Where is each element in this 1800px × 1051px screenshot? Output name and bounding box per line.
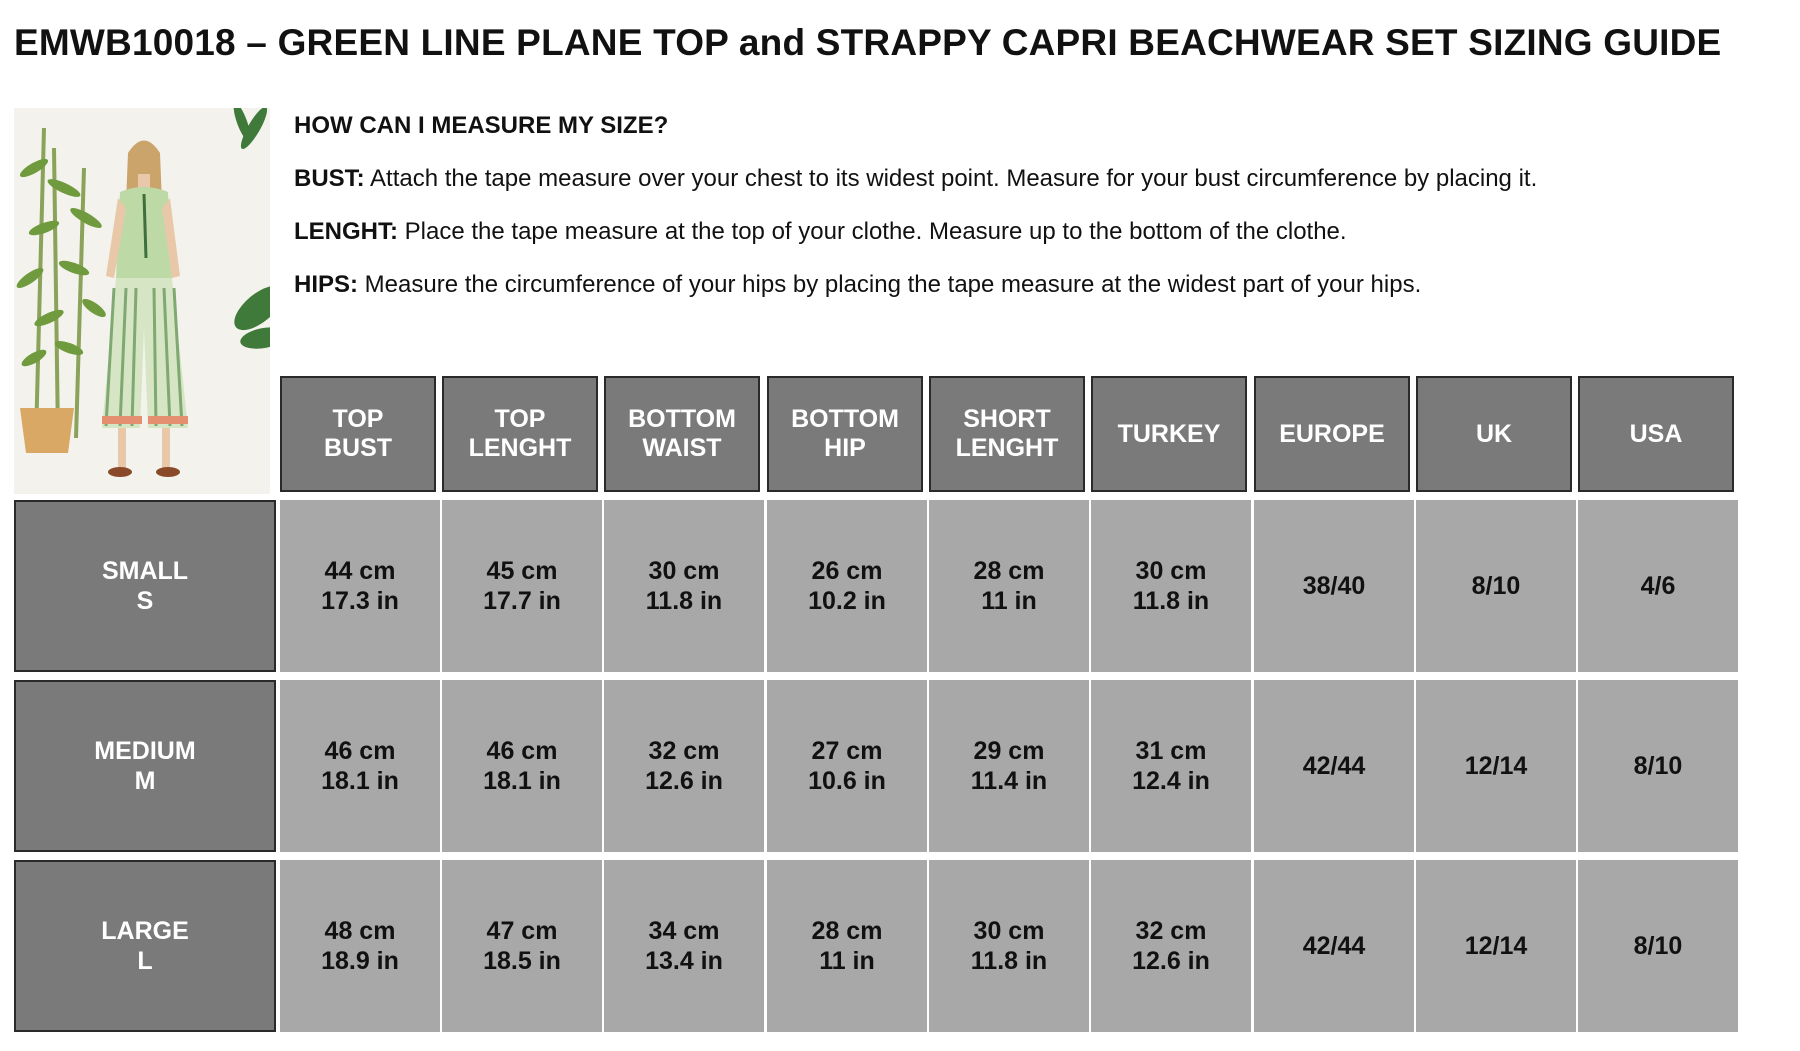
hips-text: Measure the circumference of your hips by placing the tape measure at the widest part of your hips. (358, 271, 1422, 298)
size-value-cell-line: 30 cm (648, 557, 720, 585)
size-value-cell (442, 500, 602, 672)
size-value-cell (1416, 500, 1576, 672)
column-header (1416, 376, 1572, 492)
length-text: Place the tape measure at the top of your clothe. Measure up to the bottom of the clothe. (398, 218, 1347, 245)
size-value-cell-line: 17.7 in (483, 587, 561, 615)
size-value-cell-line: 28 cm (811, 917, 883, 945)
size-value-cell (280, 680, 440, 852)
size-value-cell (1416, 680, 1576, 852)
size-value-cell (442, 860, 602, 1032)
column-header-line: TURKEY (1117, 419, 1221, 448)
column-header (929, 376, 1085, 492)
size-value-cell-line: 8/10 (1471, 572, 1521, 600)
instructions-heading: HOW CAN I MEASURE MY SIZE? (294, 112, 669, 139)
size-value-cell-line: 44 cm (324, 557, 396, 585)
size-value-cell-line: 27 cm (811, 737, 883, 765)
column-header (1578, 376, 1734, 492)
column-header (1091, 376, 1247, 492)
size-value-cell (1091, 680, 1251, 852)
column-header (280, 376, 436, 492)
size-value-cell-line: 29 cm (973, 737, 1045, 765)
size-value-cell-line: 17.3 in (321, 587, 399, 615)
size-row-header-line: LARGE (101, 917, 189, 945)
size-value-cell (1254, 680, 1414, 852)
size-value-cell (1091, 500, 1251, 672)
size-row-header-line: SMALL (101, 557, 189, 585)
column-header-line: TOP (332, 405, 384, 433)
size-row-header-line: MEDIUM (94, 737, 196, 765)
bust-instruction (294, 165, 1784, 193)
size-value-cell-line: 46 cm (324, 737, 396, 765)
size-value-cell-line: 10.2 in (808, 587, 886, 615)
column-header (442, 376, 598, 492)
size-value-cell (280, 860, 440, 1032)
size-value-cell-line: 32 cm (1135, 917, 1207, 945)
size-row-header (14, 680, 276, 852)
column-header-line: LENGHT (955, 434, 1059, 462)
size-value-cell-line: 45 cm (486, 557, 558, 585)
column-header-line: UK (1475, 419, 1513, 448)
size-value-cell (1091, 860, 1251, 1032)
size-value-cell (929, 680, 1089, 852)
size-value-cell (1578, 680, 1738, 852)
column-header-line: WAIST (642, 434, 722, 462)
size-value-cell-line: 11 in (981, 587, 1037, 615)
size-value-cell-line: 8/10 (1633, 932, 1683, 960)
column-header-line: USA (1629, 419, 1683, 448)
size-row-header-line: S (136, 587, 154, 615)
size-value-cell-line: 11.8 in (645, 587, 723, 615)
size-value-cell-line: 18.1 in (483, 767, 561, 795)
model-photo-icon (14, 108, 270, 494)
size-value-cell-line: 11.4 in (970, 767, 1048, 795)
column-header-line: HIP (824, 434, 866, 462)
column-header-line: BOTTOM (628, 405, 736, 433)
column-header (604, 376, 760, 492)
size-value-cell-line: 12.6 in (645, 767, 723, 795)
size-value-cell-line: 10.6 in (808, 767, 886, 795)
bust-text: Attach the tape measure over your chest to its widest point. Measure for your bust circumference by placing it. (364, 165, 1538, 192)
column-header-line: TOP (494, 405, 546, 433)
size-value-cell-line: 28 cm (973, 557, 1045, 585)
size-value-cell (280, 500, 440, 672)
measure-instructions (294, 112, 1784, 324)
size-value-cell-line: 47 cm (486, 917, 558, 945)
size-value-cell-line: 42/44 (1302, 752, 1366, 780)
size-value-cell (929, 860, 1089, 1032)
size-value-cell (1416, 860, 1576, 1032)
bust-label: BUST: (294, 165, 365, 192)
size-value-cell-line: 11.8 in (1132, 587, 1210, 615)
size-value-cell-line: 26 cm (811, 557, 883, 585)
size-value-cell-line: 30 cm (1135, 557, 1207, 585)
size-value-cell (767, 860, 927, 1032)
size-row-header (14, 500, 276, 672)
size-value-cell-line: 11 in (819, 947, 875, 975)
size-value-cell (604, 680, 764, 852)
size-value-cell-line: 18.1 in (321, 767, 399, 795)
size-value-cell-line: 18.9 in (321, 947, 399, 975)
column-header-line: BOTTOM (791, 405, 899, 433)
model-photo (14, 108, 270, 494)
column-header (1254, 376, 1410, 492)
size-value-cell-line: 30 cm (973, 917, 1045, 945)
size-row-header-line: L (137, 947, 153, 975)
size-value-cell-line: 38/40 (1302, 572, 1366, 600)
size-value-cell-line: 48 cm (324, 917, 396, 945)
size-value-cell-line: 18.5 in (483, 947, 561, 975)
column-header (767, 376, 923, 492)
size-row-header (14, 860, 276, 1032)
page-title: EMWB10018 – GREEN LINE PLANE TOP and STRAPPY CAPRI BEACHWEAR SET SIZING GUIDE (14, 22, 1722, 63)
size-row-header-line: M (134, 767, 156, 795)
column-header-line: LENGHT (468, 434, 572, 462)
length-label: LENGHT: (294, 218, 398, 245)
size-value-cell-line: 32 cm (648, 737, 720, 765)
size-value-cell (442, 680, 602, 852)
size-value-cell (1578, 860, 1738, 1032)
length-instruction (294, 218, 1784, 246)
size-value-cell-line: 31 cm (1135, 737, 1207, 765)
size-value-cell-line: 12/14 (1464, 932, 1528, 960)
size-value-cell-line: 8/10 (1633, 752, 1683, 780)
size-value-cell-line: 42/44 (1302, 932, 1366, 960)
size-value-cell (604, 500, 764, 672)
size-value-cell-line: 13.4 in (645, 947, 723, 975)
size-value-cell-line: 4/6 (1640, 572, 1676, 600)
size-value-cell-line: 12/14 (1464, 752, 1528, 780)
size-value-cell-line: 46 cm (486, 737, 558, 765)
size-value-cell-line: 12.6 in (1132, 947, 1210, 975)
hips-instruction (294, 271, 1784, 299)
column-header-line: EUROPE (1279, 419, 1385, 448)
size-value-cell (1254, 860, 1414, 1032)
hips-label: HIPS: (294, 271, 359, 298)
size-value-cell-line: 12.4 in (1132, 767, 1210, 795)
size-value-cell (767, 680, 927, 852)
size-value-cell-line: 34 cm (648, 917, 720, 945)
size-value-cell (767, 500, 927, 672)
size-value-cell-line: 11.8 in (970, 947, 1048, 975)
size-value-cell (929, 500, 1089, 672)
size-value-cell (1578, 500, 1738, 672)
column-header-line: SHORT (963, 405, 1051, 433)
size-value-cell (604, 860, 764, 1032)
size-value-cell (1254, 500, 1414, 672)
column-header-line: BUST (323, 434, 393, 462)
